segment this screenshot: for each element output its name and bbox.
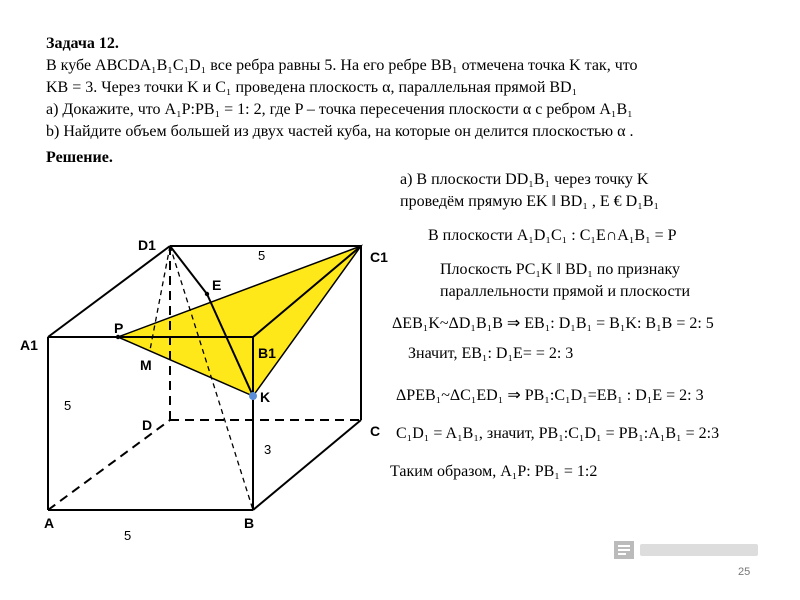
- task-title: Задача 12.: [46, 35, 119, 52]
- solution-line-4: Плоскость PC₁K ‖ BD₁ по признаку: [440, 261, 681, 278]
- label-a1: A1: [20, 337, 38, 353]
- length-bottom: 5: [124, 528, 132, 543]
- solution-label: Решение.: [46, 149, 113, 166]
- solution-line-8: ΔPEB₁~ΔC₁ED₁ ⇒ PB₁:C₁D₁=EB₁ : D₁E = 2: 3: [396, 387, 704, 404]
- label-c1: C1: [370, 249, 388, 265]
- task-item-a: a) Докажите, что A₁P:PB₁ = 1: 2, где P – точка пересечения плоскости α с ребром A₁B₁: [46, 101, 633, 118]
- task-line-2: KB = 3. Через точки K и C₁ проведена плоскость α, параллельная прямой BD₁: [46, 79, 578, 96]
- label-m: M: [140, 357, 152, 373]
- task-item-b: b) Найдите объем большей из двух частей куба, на которые он делится плоскостью α .: [46, 123, 634, 140]
- length-left: 5: [64, 398, 72, 413]
- page-number: 25: [738, 566, 751, 578]
- line-d1-e: [170, 246, 207, 294]
- length-kb: 3: [264, 442, 272, 457]
- label-k: K: [260, 389, 271, 405]
- edge-b-c: [253, 420, 361, 510]
- visible-edges: [48, 246, 361, 510]
- solution-line-9: C₁D₁ = A₁B₁, значит, PB₁:C₁D₁ = PB₁:A₁B₁ = 2:3: [396, 425, 720, 442]
- solution-line-3: В плоскости A₁D₁C₁ : C₁E∩A₁B₁ = P: [428, 227, 677, 244]
- label-p: P: [114, 320, 124, 336]
- solution-line-1: а) В плоскости DD₁B₁ через точку K: [400, 171, 649, 188]
- label-e: E: [212, 277, 222, 293]
- label-d1: D1: [138, 237, 156, 253]
- point-e: [205, 292, 209, 296]
- cutting-plane: [118, 246, 361, 396]
- length-top: 5: [258, 248, 266, 263]
- label-b: B: [244, 515, 255, 531]
- point-k: [249, 392, 257, 400]
- label-b1: B1: [258, 345, 276, 361]
- label-d: D: [142, 417, 153, 433]
- watermark-logo: [612, 538, 762, 562]
- edge-d1-a1: [48, 246, 170, 337]
- solution-line-10: Таким образом, A₁P: PB₁ = 1:2: [390, 463, 598, 480]
- solution-line-7: Значит, EB₁: D₁E= = 2: 3: [408, 345, 574, 362]
- edge-a-d: [48, 420, 170, 510]
- solution-line-6: ΔEB₁K~ΔD₁B₁B ⇒ EB₁: D₁B₁ = B₁K: B₁B = 2: 5: [392, 315, 714, 332]
- solution-line-2: проведём прямую EK ‖ BD₁ , E € D₁B₁: [400, 193, 660, 210]
- label-c: C: [370, 423, 381, 439]
- label-a: A: [44, 515, 55, 531]
- solution-line-5: параллельности прямой и плоскости: [440, 283, 691, 300]
- task-line-1: В кубе ABCDA₁B₁C₁D₁ все ребра равны 5. На его ребре BB₁ отмечена точка K так, что: [46, 57, 638, 74]
